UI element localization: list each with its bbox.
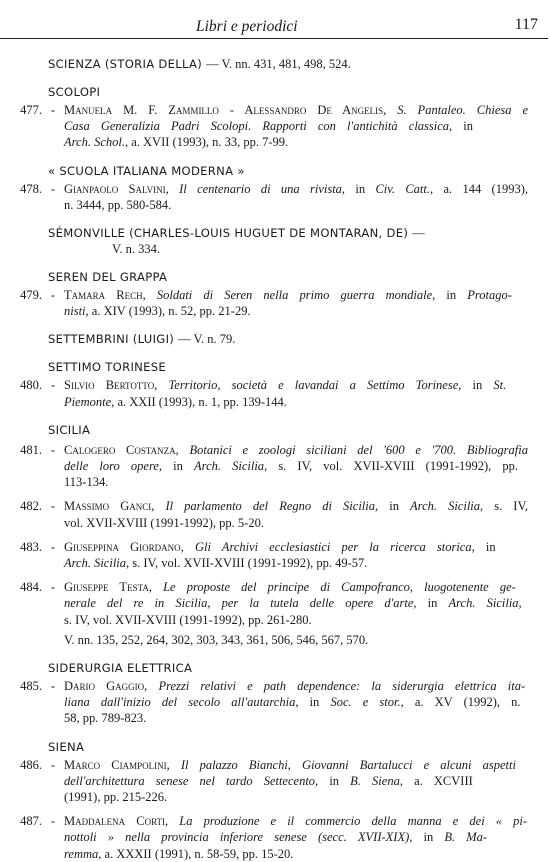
entry-line xyxy=(0,612,548,628)
entry-line xyxy=(0,287,548,303)
heading-line xyxy=(48,269,548,285)
entry-author: Giuseppina Giordano, xyxy=(64,539,195,554)
entry-line-text xyxy=(64,789,167,805)
entry-text: in xyxy=(416,596,449,611)
entry-text: in xyxy=(298,695,331,710)
bibliography-entry xyxy=(0,757,548,806)
entry-line xyxy=(0,555,548,571)
section-heading xyxy=(0,163,548,179)
entry-text: , a. XIV (1993), n. 52, pp. 21-29. xyxy=(85,304,251,319)
section-heading xyxy=(0,56,548,72)
entry-title: Territorio, società e lavandai a Settimo Torinese, xyxy=(168,378,462,393)
bibliography-entry xyxy=(0,287,548,319)
entry-text: in xyxy=(318,773,351,788)
entry-text: in xyxy=(412,830,445,845)
entry-line-text xyxy=(64,829,487,845)
heading-line xyxy=(48,739,548,755)
entry-line xyxy=(0,474,548,490)
bibliography-entry xyxy=(0,579,548,648)
entry-line xyxy=(0,773,548,789)
entry-number: 479. xyxy=(20,288,42,303)
entry-author: Marco Ciampolini, xyxy=(64,757,181,772)
heading-text: SCOLOPI xyxy=(48,85,101,99)
entry-text: , s. IV, xyxy=(480,499,528,514)
heading-line xyxy=(48,331,548,347)
entry-title: Il palazzo Bianchi, Giovanni Bartalucci e alcuni aspetti xyxy=(180,757,516,772)
entry-line xyxy=(0,394,548,410)
heading-text: SICILIA xyxy=(48,422,91,437)
entry-line-text xyxy=(64,197,171,213)
entry-title: Protago- xyxy=(467,288,512,303)
heading-line xyxy=(48,56,548,72)
entry-title: Casa Generalizia Padri Scolopi. Rapporti con l'antichità classica, xyxy=(64,119,453,134)
entry-line xyxy=(0,829,548,845)
entry-title: Le proposte del principe di Campofranco, luogotenente ge- xyxy=(163,580,516,595)
running-head xyxy=(0,14,548,36)
heading-text: SETTIMO TORINESE xyxy=(48,360,167,375)
entry-dash: - xyxy=(50,288,56,303)
bibliography-entry xyxy=(0,377,548,409)
entry-dash: - xyxy=(50,679,56,694)
heading-continuation xyxy=(48,241,548,257)
entry-text: , a. XVII (1993), n. 33, pp. 7-99. xyxy=(124,135,289,150)
entry-author: Silvio Bertotto, xyxy=(64,378,169,393)
entry-text: in xyxy=(461,378,494,393)
section-heading xyxy=(0,660,548,676)
entry-title: liana dall'inizio del secolo all'autarchia, xyxy=(64,695,299,710)
entry-title: nisti xyxy=(64,304,86,319)
entry-title: dell'architettura senese nel tardo Settecento, xyxy=(64,773,319,788)
entry-dash: - xyxy=(50,499,56,514)
heading-text: SIENA xyxy=(48,739,85,754)
entry-text: in xyxy=(162,459,195,474)
entry-line xyxy=(0,102,548,118)
entry-dash: - xyxy=(50,378,56,393)
entry-line-text xyxy=(64,118,473,134)
bibliography-entry xyxy=(0,678,548,727)
entry-line-text xyxy=(64,498,528,514)
entry-title: Arch. Sicilia xyxy=(410,499,481,514)
section-heading xyxy=(0,84,548,100)
entry-title: Il parlamento del Regno di Sicilia, xyxy=(165,499,379,514)
heading-line xyxy=(48,660,548,676)
entry-line xyxy=(0,789,548,805)
entry-line xyxy=(0,579,548,595)
entry-number: 485. xyxy=(20,679,42,694)
bibliography-entry xyxy=(0,539,548,571)
heading-text: SIDERURGIA ELETTRICA xyxy=(48,661,193,676)
entry-title: Piemonte xyxy=(64,394,112,409)
entry-title: Arch. Schol. xyxy=(64,135,125,150)
heading-line xyxy=(48,225,548,241)
entry-text: , s. IV, vol. XVII-XVIII (1991-1992), pp. 49-57. xyxy=(126,556,368,571)
entry-line-text xyxy=(64,694,521,710)
entry-title: Botanici e zoologi siciliani del '600 e '700. Bibliografia xyxy=(189,442,528,457)
heading-line xyxy=(48,163,548,179)
section-heading xyxy=(0,225,548,257)
entry-author: Massimo Ganci, xyxy=(64,499,166,514)
entry-dash: - xyxy=(50,442,56,457)
entry-text: n. 3444, pp. 580-584. xyxy=(64,197,172,212)
entry-number: 484. xyxy=(20,580,42,595)
entry-dash: - xyxy=(50,757,56,772)
entry-line xyxy=(0,498,548,514)
entry-line xyxy=(0,694,548,710)
entry-number: 478. xyxy=(20,181,42,196)
entry-author: Calogero Costanza, xyxy=(64,442,190,457)
heading-text: SÉMONVILLE (CHARLES-LOUIS HUGUET DE MONTARAN, DE) xyxy=(48,226,409,241)
section-heading xyxy=(0,359,548,375)
entry-line-text xyxy=(64,813,527,829)
entry-text: , xyxy=(518,596,522,611)
entry-title: B. Ma- xyxy=(444,830,488,845)
entry-text: vol. XVII-XVIII (1991-1992), pp. 5-20. xyxy=(64,515,264,530)
entry-dash: - xyxy=(50,580,56,595)
entry-text: , a. XXII (1993), n. 1, pp. 139-144. xyxy=(111,394,287,409)
entry-text: 113-134. xyxy=(64,475,109,490)
heading-line xyxy=(48,84,548,100)
entry-line xyxy=(0,377,548,393)
entry-line xyxy=(0,595,548,611)
entry-text: in xyxy=(452,119,474,134)
entry-text: , a. 144 (1993), xyxy=(430,181,528,196)
entry-line-text xyxy=(64,442,528,458)
entry-title: nerale del re in Sicilia, per la tutela delle opere d'arte, xyxy=(64,596,417,611)
entry-line xyxy=(0,181,548,197)
entry-title: Arch. Sicilia xyxy=(194,459,265,474)
entry-title: Prezzi relativi e path dependence: la siderurgia elettrica ita- xyxy=(158,679,526,694)
running-head-title: Libri e periodici xyxy=(196,18,298,35)
entry-text: in xyxy=(345,181,376,196)
section-heading xyxy=(0,331,548,347)
entry-line xyxy=(0,197,548,213)
heading-line xyxy=(48,422,548,438)
entry-author: Dario Gaggio, xyxy=(64,679,159,694)
entry-line xyxy=(0,710,548,726)
entry-line-text xyxy=(64,474,108,490)
entry-line-text xyxy=(64,102,528,118)
entry-text: in xyxy=(474,539,496,554)
bibliography-entry xyxy=(0,498,548,530)
heading-cross-reference: — V. nn. 431, 481, 498, 524. xyxy=(206,57,351,71)
entry-title: S. Pantaleo. Chiesa e xyxy=(397,103,528,117)
entry-line-text xyxy=(64,757,516,773)
entry-line xyxy=(0,458,548,474)
entry-text: , a. XCVIII xyxy=(399,773,473,788)
entry-text: in xyxy=(378,499,411,514)
entry-dash: - xyxy=(50,814,56,829)
page-number: 117 xyxy=(514,16,538,33)
entry-line-text xyxy=(64,181,528,197)
entry-title: La produzione e il commercio della manna e dei « pi- xyxy=(179,814,528,829)
entry-line-text xyxy=(64,595,522,611)
entry-title: Il centenario di una rivista, xyxy=(179,181,346,196)
entry-dash: - xyxy=(50,103,56,117)
entry-line-text xyxy=(64,303,251,319)
entry-text: in xyxy=(435,288,468,303)
entry-line xyxy=(0,303,548,319)
entry-line xyxy=(0,442,548,458)
heading-cross-reference: — xyxy=(412,226,425,241)
entry-line xyxy=(0,846,548,862)
entry-dash: - xyxy=(50,181,56,196)
entry-title: Arch. Sicilia xyxy=(64,556,127,571)
entry-author: Giuseppe Testa, xyxy=(64,580,164,595)
entry-line xyxy=(0,813,548,829)
entry-title: Gli Archivi ecclesiastici per la ricerca storica, xyxy=(194,539,475,554)
entry-line-text xyxy=(64,287,512,303)
entry-line-text xyxy=(64,555,367,571)
entry-number: 483. xyxy=(20,539,42,554)
entry-line-text xyxy=(64,394,287,410)
entry-line-text xyxy=(64,579,516,595)
bibliography-entry xyxy=(0,813,548,862)
entry-text: 58, pp. 789-823. xyxy=(64,711,147,726)
entry-title: delle loro opere, xyxy=(64,459,163,474)
entry-title: St. xyxy=(493,378,507,393)
entry-number: 482. xyxy=(20,499,42,514)
entry-line-text xyxy=(64,515,264,531)
header-rule xyxy=(0,38,548,39)
entry-line-text xyxy=(64,134,288,150)
entry-text: s. IV, vol. XVII-XVIII (1991-1992), pp. 261-280. xyxy=(64,612,312,627)
entry-author: Maddalena Corti, xyxy=(64,814,180,829)
entry-line xyxy=(0,515,548,531)
entry-line xyxy=(0,539,548,555)
heading-text: SCIENZA (STORIA DELLA) xyxy=(48,57,203,71)
entry-number: 486. xyxy=(20,757,42,772)
heading-text: « SCUOLA ITALIANA MODERNA » xyxy=(48,163,245,178)
entry-line xyxy=(0,134,548,150)
bibliography-entry xyxy=(0,442,548,491)
entry-number: 480. xyxy=(20,378,42,393)
entry-line-text xyxy=(64,773,473,789)
entry-title: remma xyxy=(64,846,99,861)
entry-text: (1991), pp. 215-226. xyxy=(64,790,168,805)
entry-author: Gianpaolo Salvini, xyxy=(64,181,180,196)
section-heading xyxy=(0,269,548,285)
entry-line-text xyxy=(64,846,293,862)
entry-title: B. Siena xyxy=(350,773,400,788)
entry-line xyxy=(0,678,548,694)
entry-title: Soc. e stor. xyxy=(330,695,401,710)
entry-author: Tamara Rech, xyxy=(64,288,157,303)
heading-text: SETTEMBRINI (LUIGI) xyxy=(48,332,175,347)
entry-text: , s. IV, vol. XVII-XVIII (1991-1992), pp. xyxy=(264,459,519,474)
heading-line xyxy=(48,359,548,375)
entry-line-text xyxy=(64,377,506,393)
entry-line-text xyxy=(64,458,518,474)
entry-number: 481. xyxy=(20,442,42,457)
section-heading xyxy=(0,739,548,755)
entry-line-text xyxy=(64,678,525,694)
entry-line-text xyxy=(64,612,312,628)
bibliography-list xyxy=(0,56,548,862)
section-heading xyxy=(0,422,548,438)
heading-cross-reference: — V. n. 79. xyxy=(178,332,236,347)
entry-number: 477. xyxy=(20,103,42,117)
cross-reference: V. nn. 135, 252, 264, 302, 303, 343, 361, 506, 546, 567, 570. xyxy=(64,632,369,647)
heading-text: SEREN DEL GRAPPA xyxy=(48,270,168,285)
heading-cross-reference: V. n. 334. xyxy=(112,242,161,257)
entry-line-text xyxy=(64,710,146,726)
entry-title: nottoli » nella provincia inferiore senese (secc. XVII-XIX), xyxy=(64,830,413,845)
entry-line xyxy=(0,118,548,134)
entry-text: , a. XXXII (1991), n. 58-59, pp. 15-20. xyxy=(98,846,294,861)
entry-text: , a. XV (1992), n. xyxy=(400,695,521,710)
entry-title: Soldati di Seren nella primo guerra mondiale, xyxy=(156,288,436,303)
entry-number: 487. xyxy=(20,814,42,829)
bibliography-entry xyxy=(0,102,548,151)
entry-author: Manuela M. F. Zammillo - Alessandro De Angelis, xyxy=(64,103,398,117)
entry-title: Civ. Catt. xyxy=(375,181,430,196)
entry-line-text xyxy=(64,539,496,555)
bibliography-entry xyxy=(0,181,548,213)
entry-title: Arch. Sicilia xyxy=(448,596,519,611)
entry-dash: - xyxy=(50,539,56,554)
entry-line xyxy=(0,757,548,773)
